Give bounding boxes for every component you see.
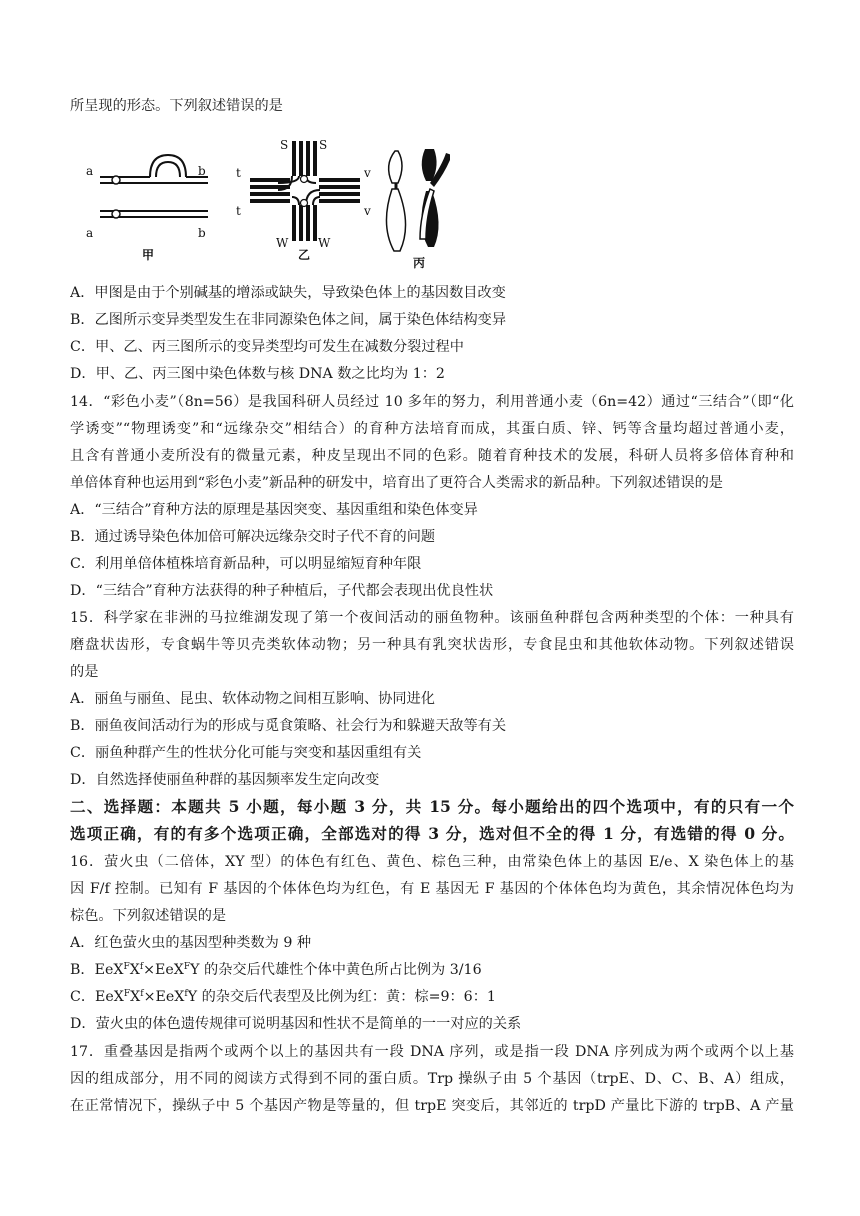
q14-option-a: A．“三结合”育种方法的原理是基因突变、基因重组和染色体变异	[70, 502, 478, 518]
figure-bing	[386, 149, 450, 270]
q16-option-b: B．$EeX^FX^f\times EeX^FY$ 的杂交后代雄性个体中黄色所占比例为 3/16	[70, 962, 482, 978]
q15-option-b: B．丽鱼夜间活动行为的形成与觅食策略、社会行为和躲避天敌等有关	[70, 718, 507, 734]
q14-option-d: D．“三结合”育种方法获得的种子种植后，子代都会表现出优良性状	[70, 583, 494, 599]
q14-option-c: C．利用单倍体植株培育新品种，可以明显缩短育种年限	[70, 556, 422, 572]
q16-option-d: D．萤火虫的体色遗传规律可说明基因和性状不是简单的一一对应的关系	[70, 1016, 522, 1032]
figure-yi	[236, 138, 371, 262]
q13-option-a: A．甲图是由于个别碱基的增添或缺失，导致染色体上的基因数目改变	[70, 285, 506, 301]
label-b-top: b	[198, 164, 206, 178]
q15-stem-line-2: 磨盘状齿形，专食蜗牛等贝壳类软体动物；另一种具有乳突状齿形，专食昆虫和其他软体动物。下列叙述错误	[70, 637, 794, 653]
label-bing: 丙	[413, 256, 426, 270]
q13-option-d: D．甲、乙、丙三图中染色体数与核 DNA 数之比均为 1：2	[70, 366, 445, 382]
q16-stem-line-3: 棕色。下列叙述错误的是	[70, 908, 227, 924]
label-v-bottom: v	[364, 204, 371, 218]
q13-option-c: C．甲、乙、丙三图所示的变异类型均可发生在减数分裂过程中	[70, 339, 464, 355]
q16-stem-line-2: 因 F/f 控制。已知有 F 基因的个体体色均为红色，有 E 基因无 F 基因的个体体色均为黄色，其余情况体色均为	[70, 881, 794, 897]
q17-stem-line-2: 因的组成部分，用不同的阅读方式得到不同的蛋白质。Trp 操纵子由 5 个基因（trpE、D、C、B、A）组成，	[70, 1071, 794, 1087]
q16-stem-line-1: 16．萤火虫（二倍体，XY 型）的体色有红色、黄色、棕色三种，由常染色体上的基因 E/e、X 染色体上的基	[70, 854, 794, 870]
question-13-stem-end: 所呈现的形态。下列叙述错误的是	[70, 98, 283, 114]
section-2-heading-line-1: 二、选择题：本题共 5 小题，每小题 3 分，共 15 分。每小题给出的四个选项中，有的只有一个	[70, 797, 794, 816]
q15-option-d: D．自然选择使丽鱼种群的基因频率发生定向改变	[70, 772, 380, 788]
q16-option-a: A．红色萤火虫的基因型种类数为 9 种	[70, 935, 312, 951]
section-2-heading-line-2: 选项正确，有的有多个选项正确，全部选对的得 3 分，选对但不全的得 1 分，有选错的得 0 分。	[70, 824, 794, 843]
q14-stem-line-4: 单倍体育种也运用到“彩色小麦”新品种的研发中，培育出了更符合人类需求的新品种。下列叙述错误的是	[70, 475, 723, 491]
label-s-left: S	[280, 138, 289, 152]
label-a-bottom: a	[86, 226, 94, 240]
label-v-top: v	[364, 166, 371, 180]
q15-stem-line-3: 的是	[70, 664, 99, 680]
label-w-right: W	[318, 236, 331, 250]
label-t-bottom: t	[236, 204, 241, 218]
q15-option-c: C．丽鱼种群产生的性状分化可能与突变和基因重组有关	[70, 745, 422, 761]
chromosome-variation-figure	[80, 135, 450, 275]
label-a-top: a	[86, 164, 94, 178]
label-s-right: S	[319, 138, 328, 152]
q17-stem-line-1: 17．重叠基因是指两个或两个以上的基因共有一段 DNA 序列，或是指一段 DNA 序列成为两个或两个以上基	[70, 1044, 794, 1060]
q15-option-a: A．丽鱼与丽鱼、昆虫、软体动物之间相互影响、协同进化	[70, 691, 435, 707]
label-yi: 乙	[298, 248, 311, 262]
label-t-top: t	[236, 166, 241, 180]
label-w-left: W	[276, 236, 289, 250]
label-b-bottom: b	[198, 226, 206, 240]
q14-option-b: B．通过诱导染色体加倍可解决远缘杂交时子代不育的问题	[70, 529, 436, 545]
q16-option-c: C．$EeX^FX^f\times EeX^fY$ 的杂交后代表型及比例为红：黄：棕=9：6：1	[70, 989, 496, 1005]
q14-stem-line-1: 14．“彩色小麦”（8n=56）是我国科研人员经过 10 多年的努力，利用普通小麦（6n=42）通过“三结合”（即“化	[70, 394, 794, 410]
q13-option-b: B．乙图所示变异类型发生在非同源染色体之间，属于染色体结构变异	[70, 312, 507, 328]
q14-stem-line-3: 且含有普通小麦所没有的微量元素，种皮呈现出不同的色彩。随着育种技术的发展，科研人员将多倍体育种和	[70, 448, 794, 464]
q15-stem-line-1: 15．科学家在非洲的马拉维湖发现了第一个夜间活动的丽鱼物种。该丽鱼种群包含两种类型的个体：一种具有	[70, 610, 794, 626]
figure-jia	[86, 155, 208, 262]
q14-stem-line-2: 学诱变”“物理诱变”和“远缘杂交”相结合）的育种方法培育而成，其蛋白质、锌、钙等含量均超过普通小麦，	[70, 421, 794, 437]
label-jia: 甲	[142, 248, 155, 262]
q17-stem-line-3: 在正常情况下，操纵子中 5 个基因产物是等量的，但 trpE 突变后，其邻近的 trpD 产量比下游的 trpB、A 产量	[70, 1098, 794, 1114]
